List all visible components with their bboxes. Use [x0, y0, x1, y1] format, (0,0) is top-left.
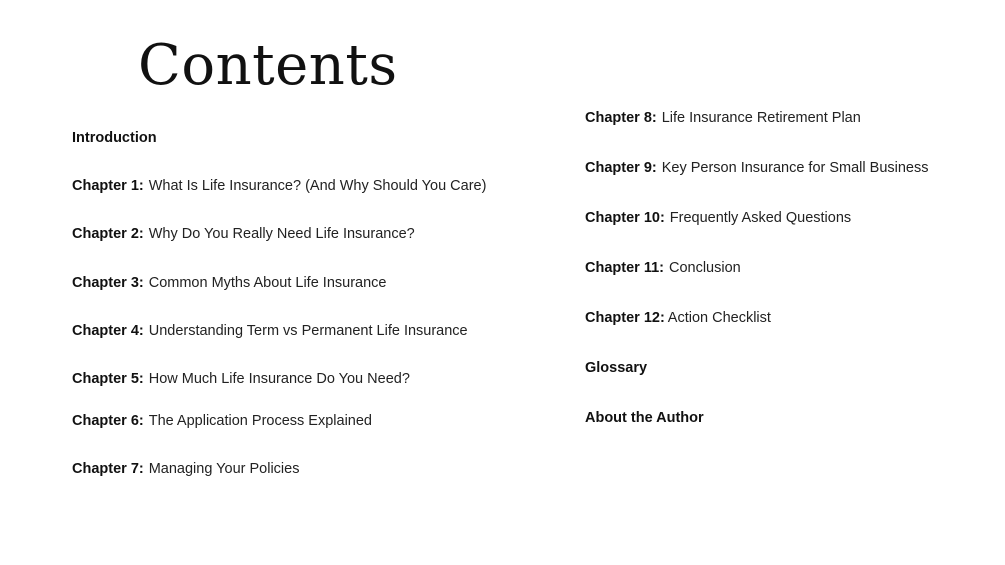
toc-entry-label: Introduction [72, 130, 157, 146]
toc-entry-label: Chapter 2: [72, 226, 144, 242]
toc-entry-title: Key Person Insurance for Small Business [661, 160, 929, 176]
toc-entry-title: The Application Process Explained [148, 413, 372, 429]
toc-entry-title: Understanding Term vs Permanent Life Insurance [148, 323, 468, 339]
toc-entry-title: Managing Your Policies [148, 461, 300, 477]
toc-entry-chapter-2[interactable] [72, 224, 415, 244]
toc-entry-title: Conclusion [668, 260, 741, 276]
toc-entry-label: Glossary [585, 360, 648, 376]
toc-entry-label: Chapter 1: [72, 178, 144, 194]
toc-entry-label: Chapter 8: [585, 110, 657, 126]
toc-entry-chapter-9[interactable] [585, 158, 928, 178]
toc-entry-title: How Much Life Insurance Do You Need? [148, 371, 410, 387]
toc-entry-label: Chapter 9: [585, 160, 657, 176]
toc-entry-chapter-11[interactable] [585, 258, 741, 278]
toc-entry-chapter-5[interactable] [72, 369, 410, 389]
toc-entry-chapter-8[interactable] [585, 108, 861, 128]
toc-entry-introduction[interactable] [72, 128, 157, 148]
toc-entry-title: Common Myths About Life Insurance [148, 275, 387, 291]
toc-entry-chapter-1[interactable] [72, 176, 486, 196]
page-title: Contents [138, 33, 398, 98]
toc-entry-chapter-10[interactable] [585, 208, 851, 228]
toc-entry-label: Chapter 7: [72, 461, 144, 477]
toc-entry-label: Chapter 12: [585, 310, 665, 326]
toc-entry-title: Why Do You Really Need Life Insurance? [148, 226, 415, 242]
toc-entry-title: Frequently Asked Questions [669, 210, 852, 226]
toc-entry-glossary[interactable] [585, 358, 647, 378]
toc-entry-label: Chapter 3: [72, 275, 144, 291]
toc-entry-chapter-3[interactable] [72, 273, 386, 293]
toc-entry-about-the-author[interactable] [585, 408, 704, 428]
toc-entry-label: Chapter 5: [72, 371, 144, 387]
toc-entry-title: Life Insurance Retirement Plan [661, 110, 861, 126]
toc-entry-chapter-12[interactable] [585, 308, 771, 328]
toc-entry-label: Chapter 6: [72, 413, 144, 429]
toc-entry-label: Chapter 10: [585, 210, 665, 226]
toc-entry-title: Action Checklist [667, 310, 771, 326]
toc-entry-title: What Is Life Insurance? (And Why Should You Care) [148, 178, 487, 194]
toc-entry-label: Chapter 11: [585, 260, 664, 276]
toc-entry-chapter-7[interactable] [72, 459, 299, 479]
toc-entry-label: About the Author [585, 410, 704, 426]
toc-entry-label: Chapter 4: [72, 323, 144, 339]
toc-entry-chapter-6[interactable] [72, 411, 372, 431]
toc-entry-chapter-4[interactable] [72, 321, 468, 341]
